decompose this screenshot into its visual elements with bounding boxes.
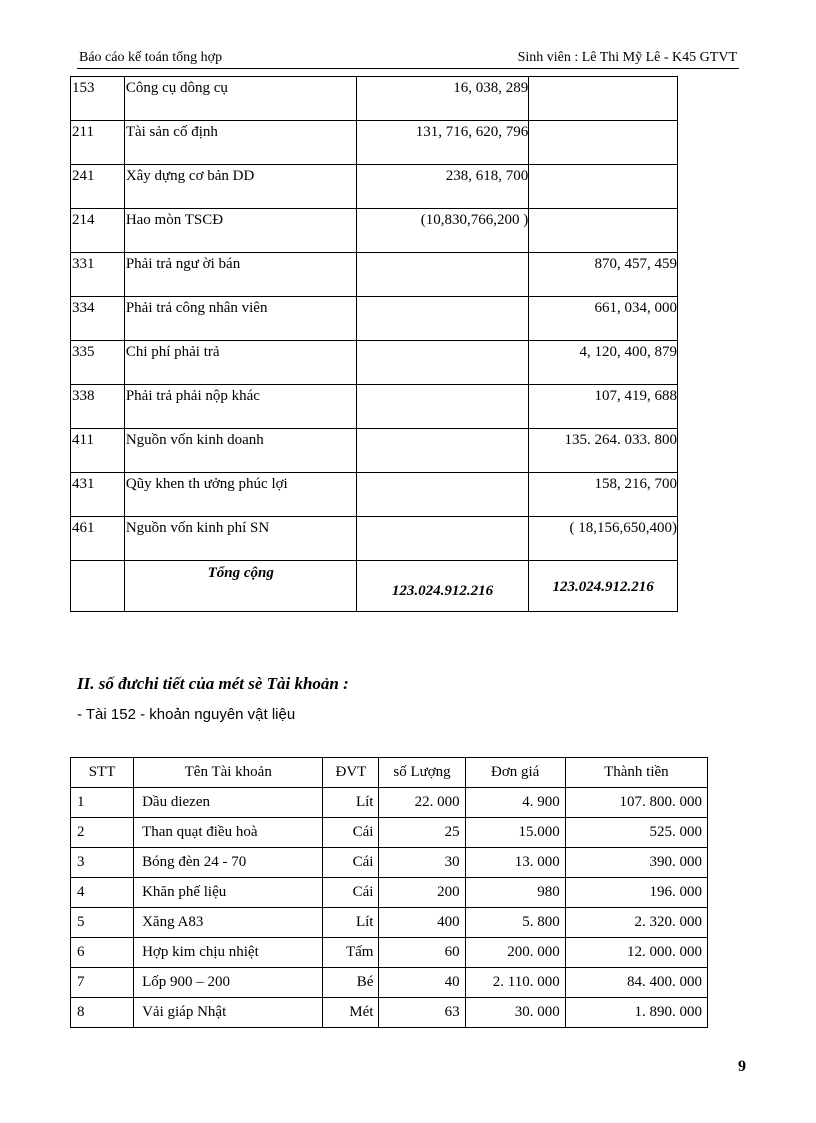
header-student: Sinh viên : Lê Thi Mỹ Lê - K45 GTVT bbox=[517, 50, 737, 65]
detail-cell: 3 bbox=[71, 848, 134, 878]
detail-table bbox=[70, 757, 708, 1028]
debit-value bbox=[356, 473, 529, 517]
total-credit: 123.024.912.216 bbox=[529, 561, 678, 612]
balance-row bbox=[71, 165, 678, 209]
detail-cell: 4 bbox=[71, 878, 134, 908]
detail-cell: 2. 110. 000 bbox=[465, 968, 565, 998]
debit-value bbox=[356, 517, 529, 561]
debit-value: 238, 618, 700 bbox=[356, 165, 529, 209]
balance-row bbox=[71, 253, 678, 297]
account-name: Phải trả ngư ời bán bbox=[124, 253, 356, 297]
account-code: 214 bbox=[71, 209, 125, 253]
page-header bbox=[77, 50, 739, 69]
balance-row bbox=[71, 517, 678, 561]
detail-cell: Tấm bbox=[323, 938, 379, 968]
detail-header-cell: Tên Tài khoản bbox=[134, 758, 323, 788]
detail-cell: Vải giáp Nhật bbox=[134, 998, 323, 1028]
account-name: Phải trả công nhân viên bbox=[124, 297, 356, 341]
debit-value bbox=[356, 429, 529, 473]
detail-row bbox=[71, 968, 708, 998]
account-name: Hao mòn TSCĐ bbox=[124, 209, 356, 253]
detail-cell: Khăn phế liệu bbox=[134, 878, 323, 908]
account-code: 334 bbox=[71, 297, 125, 341]
detail-cell: Mét bbox=[323, 998, 379, 1028]
detail-header-cell: Thành tiền bbox=[565, 758, 707, 788]
account-name: Xây dựng cơ bản DD bbox=[124, 165, 356, 209]
account-code: 335 bbox=[71, 341, 125, 385]
detail-cell: Cái bbox=[323, 818, 379, 848]
account-code: 431 bbox=[71, 473, 125, 517]
detail-cell: 5. 800 bbox=[465, 908, 565, 938]
detail-cell: Lít bbox=[323, 908, 379, 938]
detail-cell: 40 bbox=[379, 968, 465, 998]
detail-header-row bbox=[71, 758, 708, 788]
balance-row bbox=[71, 473, 678, 517]
detail-cell: Dầu diezen bbox=[134, 788, 323, 818]
detail-cell: 30 bbox=[379, 848, 465, 878]
detail-cell: 63 bbox=[379, 998, 465, 1028]
detail-cell: Than quạt điều hoà bbox=[134, 818, 323, 848]
credit-value bbox=[529, 165, 678, 209]
detail-cell: 2 bbox=[71, 818, 134, 848]
detail-cell: 525. 000 bbox=[565, 818, 707, 848]
detail-cell: 1. 890. 000 bbox=[565, 998, 707, 1028]
account-code: 331 bbox=[71, 253, 125, 297]
detail-cell: 5 bbox=[71, 908, 134, 938]
detail-row bbox=[71, 908, 708, 938]
detail-cell: 60 bbox=[379, 938, 465, 968]
balance-table bbox=[70, 76, 678, 612]
total-row bbox=[71, 561, 678, 612]
detail-row bbox=[71, 788, 708, 818]
page-number: 9 bbox=[738, 1058, 746, 1075]
detail-cell: 980 bbox=[465, 878, 565, 908]
account-code: 211 bbox=[71, 121, 125, 165]
credit-value: 661, 034, 000 bbox=[529, 297, 678, 341]
account-code: 153 bbox=[71, 77, 125, 121]
detail-cell: 12. 000. 000 bbox=[565, 938, 707, 968]
detail-cell: 8 bbox=[71, 998, 134, 1028]
detail-cell: Bóng đèn 24 - 70 bbox=[134, 848, 323, 878]
detail-cell: Lốp 900 – 200 bbox=[134, 968, 323, 998]
credit-value bbox=[529, 121, 678, 165]
balance-row bbox=[71, 297, 678, 341]
detail-cell: Xăng A83 bbox=[134, 908, 323, 938]
credit-value: 158, 216, 700 bbox=[529, 473, 678, 517]
detail-cell: 390. 000 bbox=[565, 848, 707, 878]
detail-cell: 25 bbox=[379, 818, 465, 848]
detail-cell: 30. 000 bbox=[465, 998, 565, 1028]
detail-row bbox=[71, 938, 708, 968]
debit-value bbox=[356, 341, 529, 385]
balance-row bbox=[71, 385, 678, 429]
detail-cell: 2. 320. 000 bbox=[565, 908, 707, 938]
account-name: Công cụ dông cụ bbox=[124, 77, 356, 121]
detail-cell: 107. 800. 000 bbox=[565, 788, 707, 818]
account-name: Chi phí phải trả bbox=[124, 341, 356, 385]
detail-cell: 196. 000 bbox=[565, 878, 707, 908]
detail-row bbox=[71, 878, 708, 908]
credit-value: 870, 457, 459 bbox=[529, 253, 678, 297]
detail-header-cell: STT bbox=[71, 758, 134, 788]
account-code: 338 bbox=[71, 385, 125, 429]
detail-row bbox=[71, 848, 708, 878]
detail-cell: 200 bbox=[379, 878, 465, 908]
debit-value: 16, 038, 289 bbox=[356, 77, 529, 121]
credit-value bbox=[529, 209, 678, 253]
balance-row bbox=[71, 209, 678, 253]
debit-value: 131, 716, 620, 796 bbox=[356, 121, 529, 165]
account-code: 411 bbox=[71, 429, 125, 473]
detail-header-cell: Đơn giá bbox=[465, 758, 565, 788]
detail-row bbox=[71, 998, 708, 1028]
detail-cell: Bé bbox=[323, 968, 379, 998]
detail-cell: 15.000 bbox=[465, 818, 565, 848]
debit-value: (10,830,766,200 ) bbox=[356, 209, 529, 253]
balance-row bbox=[71, 121, 678, 165]
credit-value bbox=[529, 77, 678, 121]
debit-value bbox=[356, 253, 529, 297]
detail-cell: Lít bbox=[323, 788, 379, 818]
total-debit: 123.024.912.216 bbox=[356, 561, 529, 612]
header-title: Báo cáo kế toán tổng hợp bbox=[79, 50, 223, 65]
account-code: 461 bbox=[71, 517, 125, 561]
detail-cell: 7 bbox=[71, 968, 134, 998]
detail-cell: 22. 000 bbox=[379, 788, 465, 818]
account-name: Nguồn vốn kinh doanh bbox=[124, 429, 356, 473]
detail-header-cell: số Lượng bbox=[379, 758, 465, 788]
credit-value: ( 18,156,650,400) bbox=[529, 517, 678, 561]
detail-cell: 200. 000 bbox=[465, 938, 565, 968]
credit-value: 107, 419, 688 bbox=[529, 385, 678, 429]
detail-cell: Cái bbox=[323, 878, 379, 908]
detail-cell: 84. 400. 000 bbox=[565, 968, 707, 998]
detail-cell: Hợp kim chịu nhiệt bbox=[134, 938, 323, 968]
account-name: Tài sản cố định bbox=[124, 121, 356, 165]
debit-value bbox=[356, 297, 529, 341]
detail-cell: 13. 000 bbox=[465, 848, 565, 878]
balance-row bbox=[71, 77, 678, 121]
account-code: 241 bbox=[71, 165, 125, 209]
detail-cell: 1 bbox=[71, 788, 134, 818]
balance-row bbox=[71, 341, 678, 385]
credit-value: 4, 120, 400, 879 bbox=[529, 341, 678, 385]
account-name: Phải trả phải nộp khác bbox=[124, 385, 356, 429]
account-name: Nguồn vốn kinh phí SN bbox=[124, 517, 356, 561]
detail-cell: 6 bbox=[71, 938, 134, 968]
detail-cell: Cái bbox=[323, 848, 379, 878]
section-title: II. số đưchi tiết của mét sè Tài khoản : bbox=[77, 674, 349, 693]
debit-value bbox=[356, 385, 529, 429]
total-label: Tổng cộng bbox=[124, 561, 356, 612]
credit-value: 135. 264. 033. 800 bbox=[529, 429, 678, 473]
detail-header-cell: ĐVT bbox=[323, 758, 379, 788]
account-name: Qũy khen th ưởng phúc lợi bbox=[124, 473, 356, 517]
section-subtitle: - Tài 152 - khoản nguyên vật liệu bbox=[77, 706, 296, 723]
detail-row bbox=[71, 818, 708, 848]
detail-cell: 400 bbox=[379, 908, 465, 938]
detail-cell: 4. 900 bbox=[465, 788, 565, 818]
balance-row bbox=[71, 429, 678, 473]
